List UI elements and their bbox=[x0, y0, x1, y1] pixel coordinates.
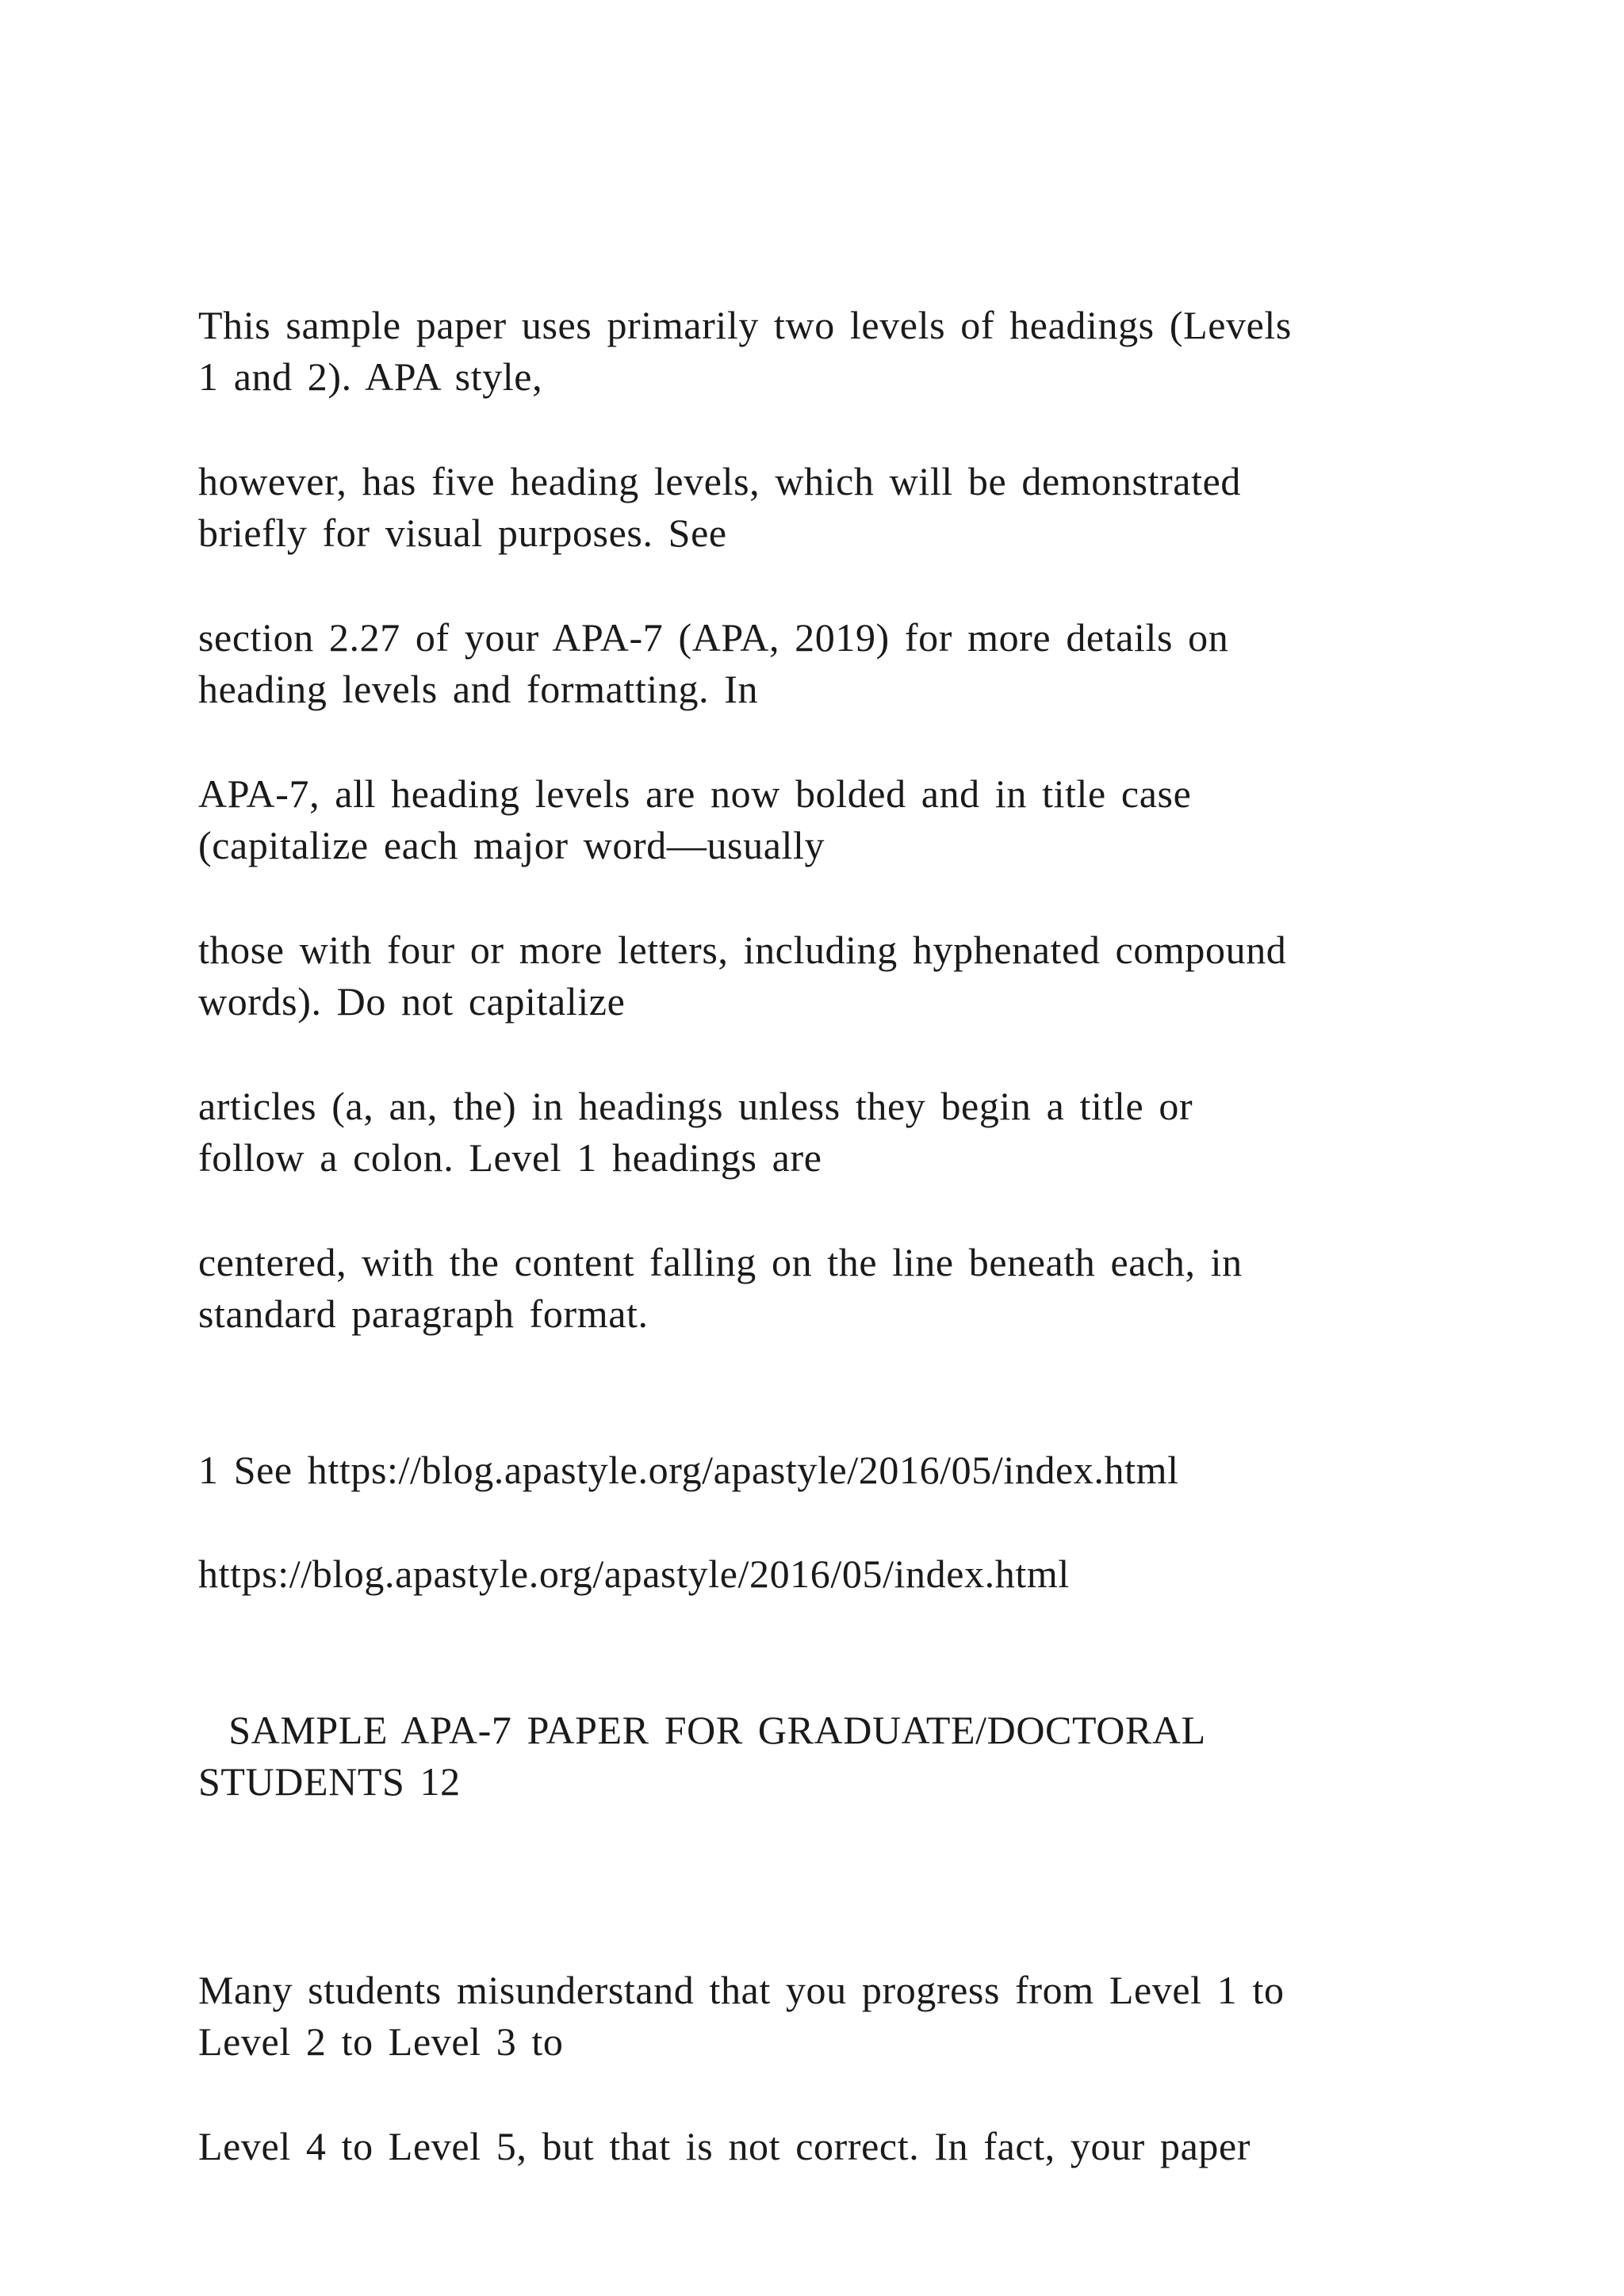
text-line: (capitalize each major word—usually bbox=[198, 823, 825, 867]
text-line: however, has five heading levels, which will be demonstrated bbox=[198, 459, 1241, 503]
text-line: briefly for visual purposes. See bbox=[198, 511, 727, 555]
text-line: heading levels and formatting. In bbox=[198, 667, 759, 711]
text-line: section 2.27 of your APA-7 (APA, 2019) for more details on bbox=[198, 615, 1229, 660]
text-line: Many students misunderstand that you progress from Level 1 to bbox=[198, 1968, 1285, 2012]
text-line: Level 2 to Level 3 to bbox=[198, 2019, 564, 2064]
text-line: 1 and 2). APA style, bbox=[198, 354, 543, 399]
footnote-url-text: https://blog.apastyle.org/apastyle/2016/05/index.html bbox=[198, 1552, 1070, 1596]
text-line: standard paragraph format. bbox=[198, 1292, 649, 1336]
text-line: follow a colon. Level 1 headings are bbox=[198, 1135, 822, 1180]
text-line: centered, with the content falling on the line beneath each, in bbox=[198, 1240, 1243, 1284]
text-line: Level 4 to Level 5, but that is not correct. In fact, your paper bbox=[198, 2124, 1251, 2168]
text-line: articles (a, an, the) in headings unless they begin a title or bbox=[198, 1084, 1193, 1128]
running-head-page: STUDENTS 12 bbox=[198, 1759, 461, 1804]
text-line: those with four or more letters, including hyphenated compound bbox=[198, 928, 1287, 972]
footnote-text: 1 See https://blog.apastyle.org/apastyle/2016/05/index.html bbox=[198, 1448, 1179, 1492]
text-line: words). Do not capitalize bbox=[198, 979, 626, 1024]
paragraph-9 bbox=[198, 2018, 1435, 2275]
text-line: APA-7, all heading levels are now bolded and in title case bbox=[198, 771, 1192, 816]
running-head-line: SAMPLE APA-7 PAPER FOR GRADUATE/DOCTORAL bbox=[198, 1708, 1206, 1752]
text-line: This sample paper uses primarily two levels of headings (Levels bbox=[198, 303, 1292, 347]
